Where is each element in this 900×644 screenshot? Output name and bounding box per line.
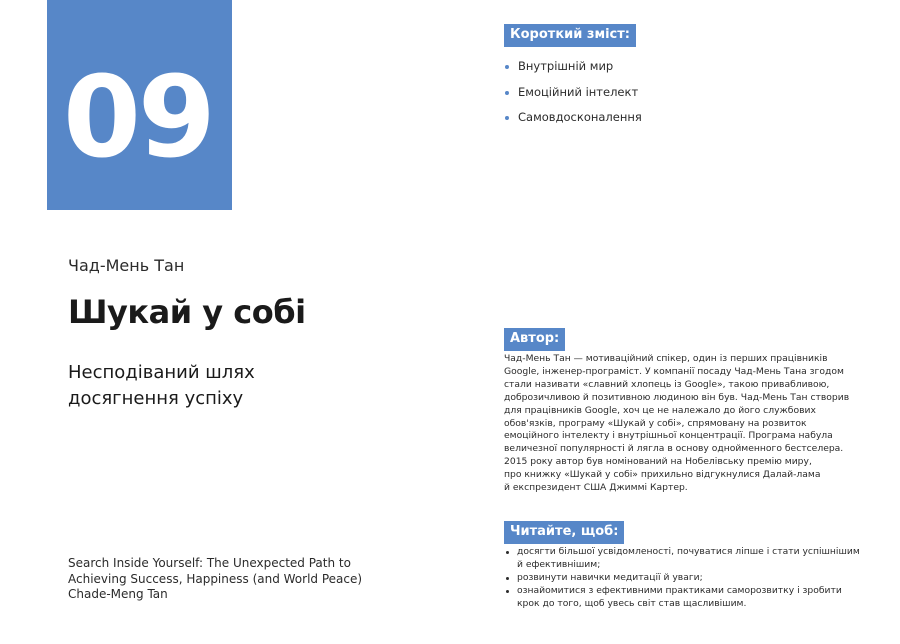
bullet-icon — [506, 551, 509, 554]
book-title: Шукай у собі — [68, 293, 306, 331]
bio-line: доброзичливою й позитивною людиною він був. Чад-Мень Тан створив — [504, 391, 850, 403]
bio-line: Google, інженер-програміст. У компанії посаду Чад-Мень Тана згодом — [504, 365, 844, 377]
read-item — [504, 585, 849, 611]
book-author: Чад-Мень Тан — [68, 256, 185, 275]
bio-line: стали називати «славний хлопець із Google», такою привабливою, — [504, 378, 830, 390]
bio-line: 2015 року автор був номінований на Нобелівську премію миру, — [504, 456, 812, 468]
author-section-label: Автор: — [504, 328, 565, 351]
read-item — [504, 572, 849, 585]
read-item-line: досягти більшої усвідомленості, почуватися ліпше і стати успішнішим — [517, 546, 860, 557]
read-list — [504, 546, 860, 611]
book-subtitle — [68, 360, 368, 412]
summary-item-text: Внутрішній мир — [518, 59, 614, 73]
subtitle-line: досягнення успіху — [68, 388, 244, 409]
bullet-icon — [506, 577, 509, 580]
bio-line: й експрезидент США Джиммі Картер. — [504, 482, 688, 494]
summary-item-text: Самовдосконалення — [518, 110, 642, 124]
bullet-icon — [506, 590, 509, 593]
original-title-line: Achieving Success, Happiness (and World Peace) — [68, 571, 363, 586]
summary-label: Короткий зміст: — [504, 24, 636, 47]
summary-item — [504, 54, 642, 80]
bio-line: обов'язків, програму «Шукай у собі», спрямовану на розвиток — [504, 417, 807, 429]
summary-item — [504, 105, 642, 131]
read-section-label: Читайте, щоб: — [504, 521, 624, 544]
bullet-icon — [505, 116, 509, 120]
read-item-line: й ефективнішим; — [517, 558, 601, 570]
bullet-icon — [505, 65, 509, 69]
subtitle-line: Несподіваний шлях — [68, 362, 255, 383]
bio-line: Чад-Мень Тан — мотиваційний спікер, один із перших працівників — [504, 353, 828, 364]
read-item-line: розвинути навички медитації й уваги; — [517, 571, 703, 583]
bio-line: емоційного інтелекту і внутрішньої концентрації. Програма набула — [504, 430, 833, 442]
chapter-number-block — [47, 0, 232, 210]
summary-item-text: Емоційний інтелект — [518, 84, 639, 99]
read-item-line: ознайомитися з ефективними практиками саморозвитку і зробити — [517, 584, 842, 596]
bio-line: для працівників Google, хоч це не належало до його службових — [504, 404, 816, 416]
original-author: Chade-Meng Tan — [68, 587, 168, 601]
author-bio — [504, 353, 849, 495]
original-title — [68, 556, 388, 603]
read-item — [504, 546, 860, 572]
original-title-line: Search Inside Yourself: The Unexpected Path to — [68, 556, 351, 570]
bio-line: величезної популярності й лягла в основу однойменного бестселера. — [504, 443, 844, 455]
summary-item — [504, 80, 642, 106]
bio-line: про книжку «Шукай у собі» прихильно відгукнулися Далай-лама — [504, 469, 821, 481]
summary-list — [504, 54, 642, 131]
bullet-icon — [505, 91, 509, 95]
read-item-line: крок до того, щоб увесь світ став щасливішим. — [517, 597, 747, 609]
chapter-number: 09 — [63, 53, 213, 183]
